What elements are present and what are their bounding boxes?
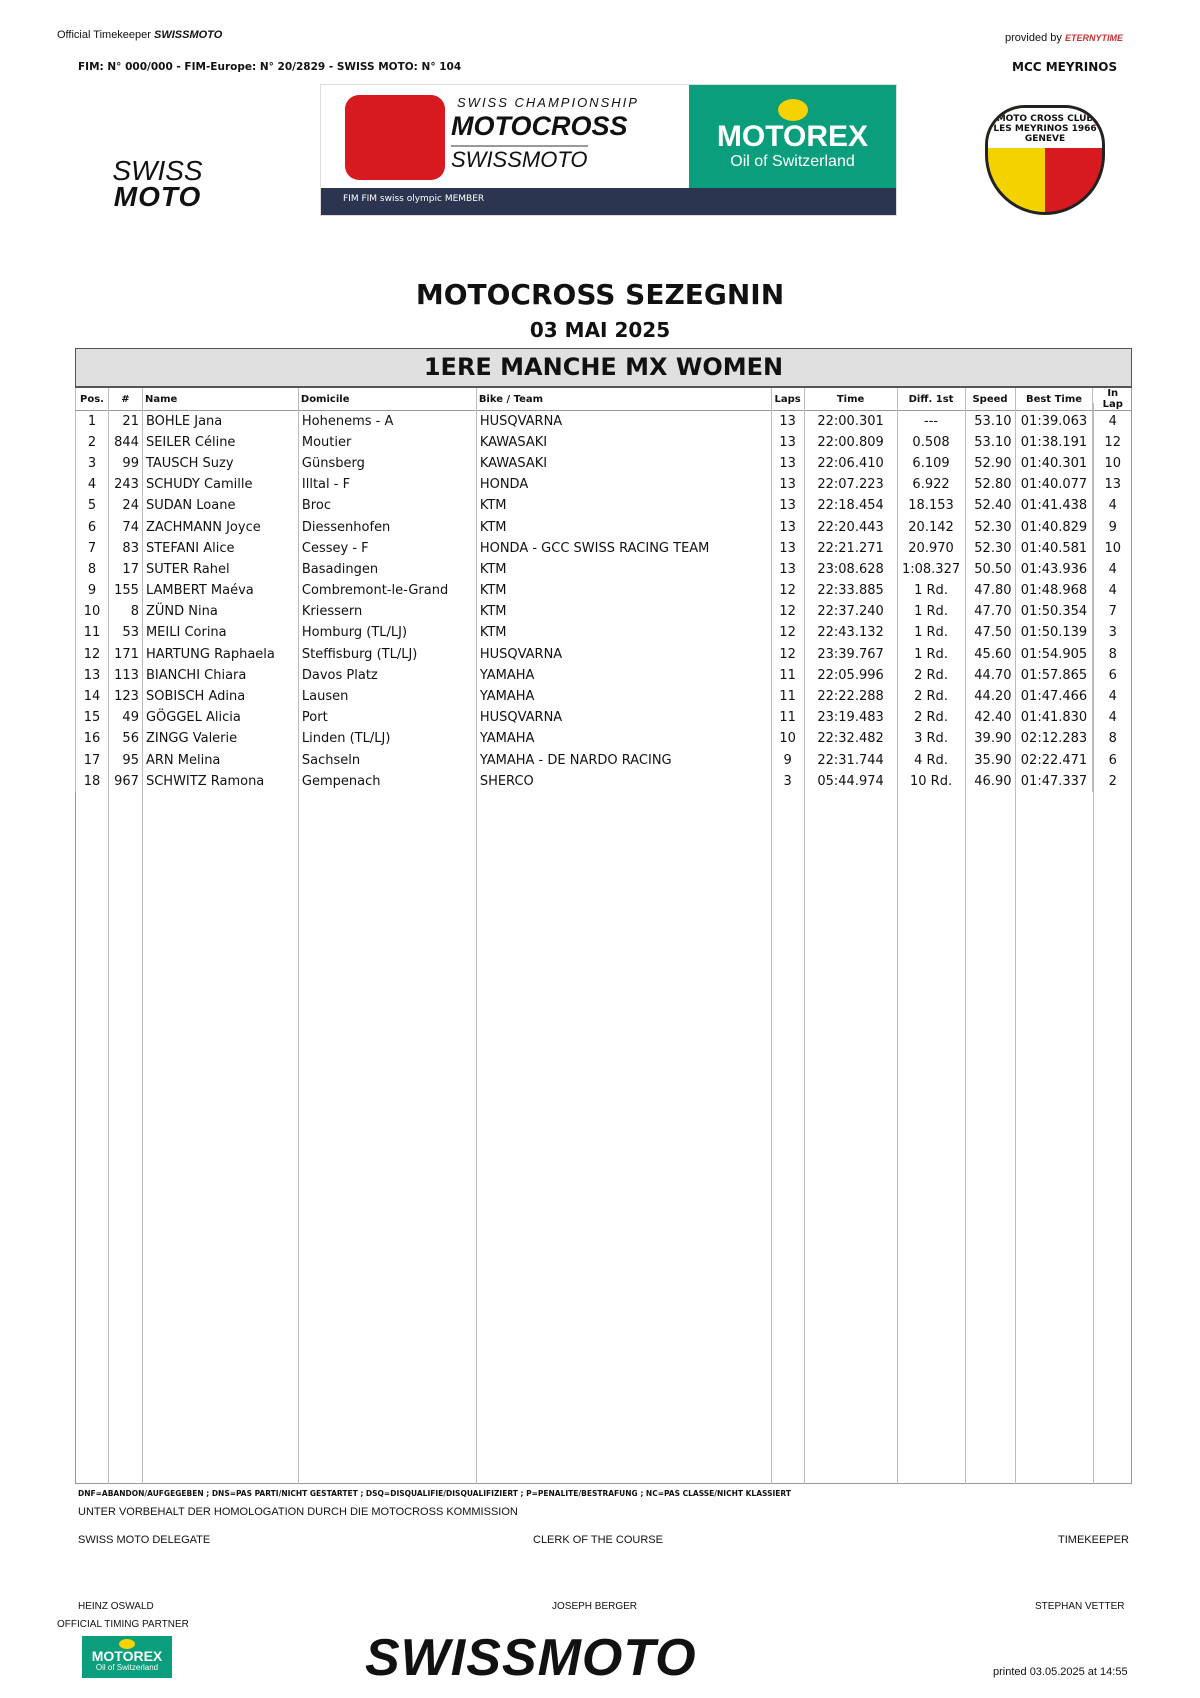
cell-in-lap: 6 xyxy=(1093,665,1132,686)
cell-diff-first: 1 Rd. xyxy=(897,644,965,665)
cell-time: 23:19.483 xyxy=(804,707,897,728)
column-header-diff-first: Diff. 1st xyxy=(897,388,965,411)
cell-name: SEILER Céline xyxy=(142,432,298,453)
cell-domicile: Basadingen xyxy=(298,559,476,580)
cell-name: SOBISCH Adina xyxy=(142,686,298,707)
cell-diff-first: 20.970 xyxy=(897,538,965,559)
timekeeper-label: Official Timekeeper SWISSMOTO xyxy=(57,29,223,41)
legend: DNF=ABANDON/AUFGEGEBEN ; DNS=PAS PARTI/NICHT GESTARTET ; DSQ=DISQUALIFIE/DISQUALIFIZIERT ; P=PENALITE/BESTRAFUNG ; NC=PAS CLASSE/NICHT KLASSIERT xyxy=(78,1489,791,1498)
cell-laps: 12 xyxy=(771,644,804,665)
cell-name: ZACHMANN Joyce xyxy=(142,516,298,537)
cell-diff-first: 20.142 xyxy=(897,516,965,537)
cell-name: STEFANI Alice xyxy=(142,538,298,559)
table-row xyxy=(76,516,1133,537)
cell-name: SCHUDY Camille xyxy=(142,474,298,495)
cell-pos: 4 xyxy=(76,474,109,495)
cell-speed: 52.30 xyxy=(965,516,1015,537)
cell-domicile: Lausen xyxy=(298,686,476,707)
column-divider xyxy=(771,403,772,1484)
cell-pos: 15 xyxy=(76,707,109,728)
cell-diff-first: 6.922 xyxy=(897,474,965,495)
cell-speed: 53.10 xyxy=(965,411,1015,432)
column-divider xyxy=(804,403,805,1484)
cell-bike-team: HONDA - GCC SWISS RACING TEAM xyxy=(476,538,771,559)
cell-best-time: 01:40.829 xyxy=(1015,516,1093,537)
cell-best-time: 01:54.905 xyxy=(1015,644,1093,665)
cell-in-lap: 4 xyxy=(1093,495,1132,516)
cell-name: GÖGGEL Alicia xyxy=(142,707,298,728)
column-header-bike-team: Bike / Team xyxy=(476,388,771,411)
cell-time: 23:39.767 xyxy=(804,644,897,665)
cell-speed: 52.40 xyxy=(965,495,1015,516)
cell-domicile: Moutier xyxy=(298,432,476,453)
cell-speed: 52.90 xyxy=(965,453,1015,474)
cell-best-time: 01:48.968 xyxy=(1015,580,1093,601)
event-date: 03 MAI 2025 xyxy=(529,318,671,342)
cell-laps: 13 xyxy=(771,516,804,537)
column-header-laps: Laps xyxy=(771,388,804,411)
cell-laps: 13 xyxy=(771,538,804,559)
cell-speed: 50.50 xyxy=(965,559,1015,580)
cell-bike-team: KAWASAKI xyxy=(476,432,771,453)
cell-domicile: Cessey - F xyxy=(298,538,476,559)
cell-time: 22:00.301 xyxy=(804,411,897,432)
cell-time: 05:44.974 xyxy=(804,771,897,792)
cell-speed: 53.10 xyxy=(965,432,1015,453)
swissmoto-big-logo: SWISSMOTO xyxy=(365,1629,697,1687)
cell-bike-team: SHERCO xyxy=(476,771,771,792)
cell-bike-team: YAMAHA xyxy=(476,686,771,707)
cell-time: 22:22.288 xyxy=(804,686,897,707)
cell-number: 155 xyxy=(108,580,142,601)
cell-best-time: 01:43.936 xyxy=(1015,559,1093,580)
cell-time: 22:33.885 xyxy=(804,580,897,601)
cell-time: 22:18.454 xyxy=(804,495,897,516)
column-divider xyxy=(897,403,898,1484)
cell-number: 844 xyxy=(108,432,142,453)
cell-best-time: 02:12.283 xyxy=(1015,728,1093,749)
cell-bike-team: HUSQVARNA xyxy=(476,644,771,665)
cell-number: 171 xyxy=(108,644,142,665)
cell-name: ZÜND Nina xyxy=(142,601,298,622)
cell-domicile: Hohenems - A xyxy=(298,411,476,432)
cell-domicile: Steffisburg (TL/LJ) xyxy=(298,644,476,665)
cell-pos: 6 xyxy=(76,516,109,537)
cell-number: 53 xyxy=(108,622,142,643)
cell-name: SUTER Rahel xyxy=(142,559,298,580)
cell-best-time: 01:47.466 xyxy=(1015,686,1093,707)
cell-bike-team: HUSQVARNA xyxy=(476,707,771,728)
cell-domicile: Broc xyxy=(298,495,476,516)
cell-bike-team: KTM xyxy=(476,580,771,601)
swissmoto-logo: SWISS MOTO xyxy=(112,155,203,212)
table-row xyxy=(76,707,1133,728)
column-header-in-lap: In Lap xyxy=(1093,388,1132,411)
club-crest: MOTO CROSS CLUB LES MEYRINOS 1966 GENEVE xyxy=(985,105,1105,215)
cell-domicile: Diessenhofen xyxy=(298,516,476,537)
cell-laps: 10 xyxy=(771,728,804,749)
cell-time: 22:20.443 xyxy=(804,516,897,537)
cell-speed: 44.20 xyxy=(965,686,1015,707)
cell-pos: 7 xyxy=(76,538,109,559)
cell-domicile: Gempenach xyxy=(298,771,476,792)
fim-line: FIM: N° 000/000 - FIM-Europe: N° 20/2829 - SWISS MOTO: N° 104 xyxy=(78,61,462,73)
cell-number: 24 xyxy=(108,495,142,516)
cell-best-time: 01:47.337 xyxy=(1015,771,1093,792)
cell-name: BIANCHI Chiara xyxy=(142,665,298,686)
cell-in-lap: 8 xyxy=(1093,728,1132,749)
cell-diff-first: 3 Rd. xyxy=(897,728,965,749)
cell-name: BOHLE Jana xyxy=(142,411,298,432)
cell-number: 95 xyxy=(108,750,142,771)
column-header-time: Time xyxy=(804,388,897,411)
cell-name: HARTUNG Raphaela xyxy=(142,644,298,665)
cell-speed: 35.90 xyxy=(965,750,1015,771)
cell-speed: 44.70 xyxy=(965,665,1015,686)
role-clerk: CLERK OF THE COURSE xyxy=(533,1534,663,1546)
cell-bike-team: YAMAHA - DE NARDO RACING xyxy=(476,750,771,771)
cell-in-lap: 7 xyxy=(1093,601,1132,622)
cell-time: 22:21.271 xyxy=(804,538,897,559)
column-header-domicile: Domicile xyxy=(298,388,476,411)
cell-speed: 47.80 xyxy=(965,580,1015,601)
cell-laps: 12 xyxy=(771,622,804,643)
cell-number: 56 xyxy=(108,728,142,749)
cell-name: SCHWITZ Ramona xyxy=(142,771,298,792)
cell-laps: 13 xyxy=(771,432,804,453)
cell-diff-first: 6.109 xyxy=(897,453,965,474)
cell-number: 83 xyxy=(108,538,142,559)
cell-number: 123 xyxy=(108,686,142,707)
role-delegate: SWISS MOTO DELEGATE xyxy=(78,1534,211,1546)
cell-time: 22:06.410 xyxy=(804,453,897,474)
table-row xyxy=(76,750,1133,771)
table-row xyxy=(76,644,1133,665)
cell-time: 22:43.132 xyxy=(804,622,897,643)
cell-pos: 18 xyxy=(76,771,109,792)
cell-bike-team: YAMAHA xyxy=(476,728,771,749)
column-header-best-time: Best Time xyxy=(1015,388,1093,411)
cell-best-time: 01:50.354 xyxy=(1015,601,1093,622)
table-row xyxy=(76,665,1133,686)
cell-number: 8 xyxy=(108,601,142,622)
cell-in-lap: 9 xyxy=(1093,516,1132,537)
table-row xyxy=(76,474,1133,495)
printed-timestamp: printed 03.05.2025 at 14:55 xyxy=(993,1666,1128,1678)
cell-number: 967 xyxy=(108,771,142,792)
cell-best-time: 01:40.581 xyxy=(1015,538,1093,559)
cell-time: 22:31.744 xyxy=(804,750,897,771)
table-row xyxy=(76,622,1133,643)
cell-name: ZINGG Valerie xyxy=(142,728,298,749)
championship-banner: SWISS CHAMPIONSHIP MOTOCROSS SWISSMOTO MOTOREX Oil of Switzerland FIM FIM swiss olympic MEMBER xyxy=(320,84,897,216)
cell-in-lap: 4 xyxy=(1093,707,1132,728)
cell-name: SUDAN Loane xyxy=(142,495,298,516)
cell-diff-first: 1:08.327 xyxy=(897,559,965,580)
cell-domicile: Linden (TL/LJ) xyxy=(298,728,476,749)
cell-best-time: 02:22.471 xyxy=(1015,750,1093,771)
cell-domicile: Kriessern xyxy=(298,601,476,622)
column-header-name: Name xyxy=(142,388,298,411)
cell-diff-first: 18.153 xyxy=(897,495,965,516)
column-header-speed: Speed xyxy=(965,388,1015,411)
table-row xyxy=(76,453,1133,474)
cell-pos: 11 xyxy=(76,622,109,643)
cell-speed: 52.30 xyxy=(965,538,1015,559)
cell-laps: 9 xyxy=(771,750,804,771)
cell-laps: 13 xyxy=(771,453,804,474)
cell-in-lap: 2 xyxy=(1093,771,1132,792)
table-row xyxy=(76,601,1133,622)
column-divider xyxy=(1015,403,1016,1484)
sponsor-bar: FIM FIM swiss olympic MEMBER xyxy=(321,188,896,215)
cell-laps: 11 xyxy=(771,665,804,686)
name-timekeeper: STEPHAN VETTER xyxy=(1035,1601,1125,1612)
cell-in-lap: 6 xyxy=(1093,750,1132,771)
cell-in-lap: 4 xyxy=(1093,580,1132,601)
cell-time: 22:00.809 xyxy=(804,432,897,453)
table-row xyxy=(76,559,1133,580)
cell-number: 113 xyxy=(108,665,142,686)
cell-diff-first: 1 Rd. xyxy=(897,601,965,622)
column-divider xyxy=(298,403,299,1484)
cell-in-lap: 3 xyxy=(1093,622,1132,643)
cell-pos: 5 xyxy=(76,495,109,516)
cell-speed: 42.40 xyxy=(965,707,1015,728)
cell-bike-team: KTM xyxy=(476,622,771,643)
table-row xyxy=(76,538,1133,559)
cell-best-time: 01:57.865 xyxy=(1015,665,1093,686)
cell-bike-team: YAMAHA xyxy=(476,665,771,686)
cell-laps: 12 xyxy=(771,580,804,601)
cell-pos: 1 xyxy=(76,411,109,432)
cell-in-lap: 4 xyxy=(1093,686,1132,707)
column-divider xyxy=(965,403,966,1484)
cell-time: 22:07.223 xyxy=(804,474,897,495)
cell-pos: 9 xyxy=(76,580,109,601)
cell-time: 23:08.628 xyxy=(804,559,897,580)
motorex-partner-logo: MOTOREX Oil of Switzerland xyxy=(82,1636,172,1678)
cell-best-time: 01:40.077 xyxy=(1015,474,1093,495)
cell-domicile: Port xyxy=(298,707,476,728)
cell-speed: 47.50 xyxy=(965,622,1015,643)
cell-laps: 12 xyxy=(771,601,804,622)
cell-in-lap: 12 xyxy=(1093,432,1132,453)
name-clerk: JOSEPH BERGER xyxy=(552,1601,638,1612)
cell-number: 49 xyxy=(108,707,142,728)
cell-best-time: 01:38.191 xyxy=(1015,432,1093,453)
column-header-number: # xyxy=(108,388,142,411)
cell-name: MEILI Corina xyxy=(142,622,298,643)
cell-time: 22:05.996 xyxy=(804,665,897,686)
cell-best-time: 01:39.063 xyxy=(1015,411,1093,432)
cell-best-time: 01:41.438 xyxy=(1015,495,1093,516)
cell-speed: 46.90 xyxy=(965,771,1015,792)
cell-time: 22:32.482 xyxy=(804,728,897,749)
cell-name: ARN Melina xyxy=(142,750,298,771)
results-table xyxy=(75,387,1132,792)
cell-bike-team: HONDA xyxy=(476,474,771,495)
cell-laps: 11 xyxy=(771,686,804,707)
swissmoto-small-logo: SWISSMOTO xyxy=(154,29,223,41)
cell-bike-team: KTM xyxy=(476,559,771,580)
cell-laps: 13 xyxy=(771,559,804,580)
cell-domicile: Combremont-le-Grand xyxy=(298,580,476,601)
cell-speed: 52.80 xyxy=(965,474,1015,495)
cell-laps: 3 xyxy=(771,771,804,792)
cell-best-time: 01:40.301 xyxy=(1015,453,1093,474)
cell-in-lap: 4 xyxy=(1093,411,1132,432)
cell-domicile: Davos Platz xyxy=(298,665,476,686)
event-title: MOTOCROSS SEZEGNIN xyxy=(415,278,785,311)
cell-bike-team: KTM xyxy=(476,601,771,622)
table-row xyxy=(76,686,1133,707)
cell-domicile: Günsberg xyxy=(298,453,476,474)
motorex-logo: MOTOREX Oil of Switzerland xyxy=(689,85,896,190)
cell-pos: 10 xyxy=(76,601,109,622)
eternytime-logo: ETERNYTIME xyxy=(1064,33,1123,43)
cell-name: LAMBERT Maéva xyxy=(142,580,298,601)
column-header-pos: Pos. xyxy=(76,388,109,411)
cell-laps: 13 xyxy=(771,495,804,516)
cell-bike-team: KTM xyxy=(476,495,771,516)
column-divider xyxy=(1093,403,1094,1484)
table-row xyxy=(76,432,1133,453)
cell-diff-first: 2 Rd. xyxy=(897,665,965,686)
role-timekeeper: TIMEKEEPER xyxy=(1058,1534,1129,1546)
cell-in-lap: 8 xyxy=(1093,644,1132,665)
timing-partner-label: OFFICIAL TIMING PARTNER xyxy=(57,1619,189,1630)
cell-speed: 45.60 xyxy=(965,644,1015,665)
cell-laps: 13 xyxy=(771,411,804,432)
cell-number: 99 xyxy=(108,453,142,474)
cell-number: 21 xyxy=(108,411,142,432)
cell-pos: 8 xyxy=(76,559,109,580)
cell-domicile: Sachseln xyxy=(298,750,476,771)
name-delegate: HEINZ OSWALD xyxy=(78,1601,154,1612)
cell-diff-first: 1 Rd. xyxy=(897,580,965,601)
column-divider xyxy=(476,403,477,1484)
cell-best-time: 01:50.139 xyxy=(1015,622,1093,643)
cell-in-lap: 4 xyxy=(1093,559,1132,580)
cell-best-time: 01:41.830 xyxy=(1015,707,1093,728)
column-divider xyxy=(108,403,109,1484)
cell-in-lap: 13 xyxy=(1093,474,1132,495)
cell-pos: 14 xyxy=(76,686,109,707)
cell-bike-team: KAWASAKI xyxy=(476,453,771,474)
cell-pos: 13 xyxy=(76,665,109,686)
cell-diff-first: 2 Rd. xyxy=(897,686,965,707)
cell-pos: 17 xyxy=(76,750,109,771)
cell-diff-first: 4 Rd. xyxy=(897,750,965,771)
table-row xyxy=(76,495,1133,516)
cell-speed: 39.90 xyxy=(965,728,1015,749)
cell-number: 243 xyxy=(108,474,142,495)
table-row xyxy=(76,411,1133,432)
cell-in-lap: 10 xyxy=(1093,453,1132,474)
cell-laps: 13 xyxy=(771,474,804,495)
cell-number: 74 xyxy=(108,516,142,537)
cell-name: TAUSCH Suzy xyxy=(142,453,298,474)
provided-by: provided by ETERNYTIME xyxy=(1005,32,1123,44)
cell-pos: 12 xyxy=(76,644,109,665)
cell-diff-first: 10 Rd. xyxy=(897,771,965,792)
column-divider xyxy=(142,403,143,1484)
cell-time: 22:37.240 xyxy=(804,601,897,622)
cell-domicile: Homburg (TL/LJ) xyxy=(298,622,476,643)
club-name: MCC MEYRINOS xyxy=(1012,60,1118,74)
cell-domicile: Illtal - F xyxy=(298,474,476,495)
race-title: 1ERE MANCHE MX WOMEN xyxy=(75,348,1132,387)
cell-speed: 47.70 xyxy=(965,601,1015,622)
cell-bike-team: KTM xyxy=(476,516,771,537)
cell-diff-first: --- xyxy=(897,411,965,432)
motocross-bike-icon xyxy=(345,95,445,180)
cell-pos: 3 xyxy=(76,453,109,474)
cell-diff-first: 1 Rd. xyxy=(897,622,965,643)
table-row xyxy=(76,728,1133,749)
cell-laps: 11 xyxy=(771,707,804,728)
table-row xyxy=(76,771,1133,792)
table-row xyxy=(76,580,1133,601)
cell-in-lap: 10 xyxy=(1093,538,1132,559)
cell-pos: 16 xyxy=(76,728,109,749)
cell-bike-team: HUSQVARNA xyxy=(476,411,771,432)
cell-number: 17 xyxy=(108,559,142,580)
cell-pos: 2 xyxy=(76,432,109,453)
cell-diff-first: 0.508 xyxy=(897,432,965,453)
homologation-note: UNTER VORBEHALT DER HOMOLOGATION DURCH DIE MOTOCROSS KOMMISSION xyxy=(78,1506,518,1518)
cell-diff-first: 2 Rd. xyxy=(897,707,965,728)
